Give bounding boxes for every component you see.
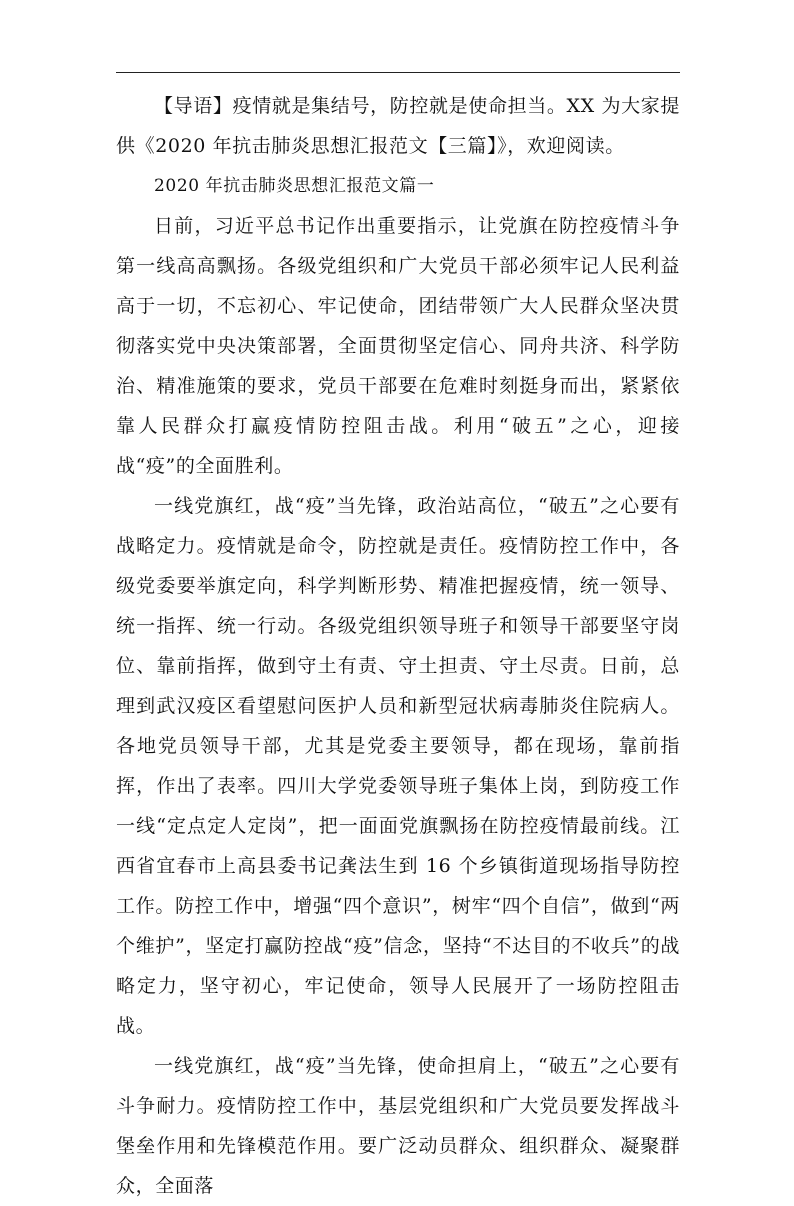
intro-paragraph: [116, 86, 680, 166]
section-title: 2020 年抗击肺炎思想汇报范文篇一: [154, 176, 435, 196]
intro-line-2: 《2020 年抗击肺炎思想汇报范文【三篇】》，欢迎阅读。: [135, 135, 625, 157]
intro-line-1: 【导语】疫情就是集结号，防控就是使命担当。XX 为大家提供: [116, 95, 680, 157]
document-body: [116, 86, 680, 1206]
body-paragraph-3: 一线党旗红，战“疫”当先锋，使命担肩上，“破五”之心要有斗争耐力。疫情防控工作中，基层党组织和广大党员要发挥战斗堡垒作用和先锋模范作用。要广泛动员群众、组织群众、凝聚群众，全面落: [116, 1055, 680, 1197]
body-paragraph-1: 日前，习近平总书记作出重要指示，让党旗在防控疫情斗争第一线高高飘扬。各级党组织和广大党员干部必须牢记人民利益高于一切，不忘初心、牢记使命，团结带领广大人民群众坚决贯彻落实党中央决策部署，全面贯彻坚定信心、同舟共济、科学防治、精准施策的要求，党员干部要在危难时刻挺身而出，紧紧依靠人民群众打赢疫情防控阻击战。利用“破五”之心，迎接战“疫”的全面胜利。: [116, 215, 680, 477]
body-paragraph-2: 一线党旗红，战“疫”当先锋，政治站高位，“破五”之心要有战略定力。疫情就是命令，防控就是责任。疫情防控工作中，各级党委要举旗定向，科学判断形势、精准把握疫情，统一领导、统一指挥、统一行动。各级党组织领导班子和领导干部要坚守岗位、靠前指挥，做到守土有责、守土担责、守土尽责。日前，总理到武汉疫区看望慰问医护人员和新型冠状病毒肺炎住院病人。各地党员领导干部，尤其是党委主要领导，都在现场，靠前指挥，作出了表率。四川大学党委领导班子集体上岗，到防疫工作一线“定点定人定岗”，把一面面党旗飘扬在防控疫情最前线。江西省宜春市上高县委书记龚法生到 16 个乡镇街道现场指导防控工作。防控工作中，增强“四个意识”，树牢“四个自信”，做到“两个维护”，坚定打赢防控战“疫”信念，坚持“不达目的不收兵”的战略定力，坚守初心，牢记使命，领导人民展开了一场防控阻击战。: [116, 495, 680, 1037]
header-rule: [116, 72, 680, 73]
